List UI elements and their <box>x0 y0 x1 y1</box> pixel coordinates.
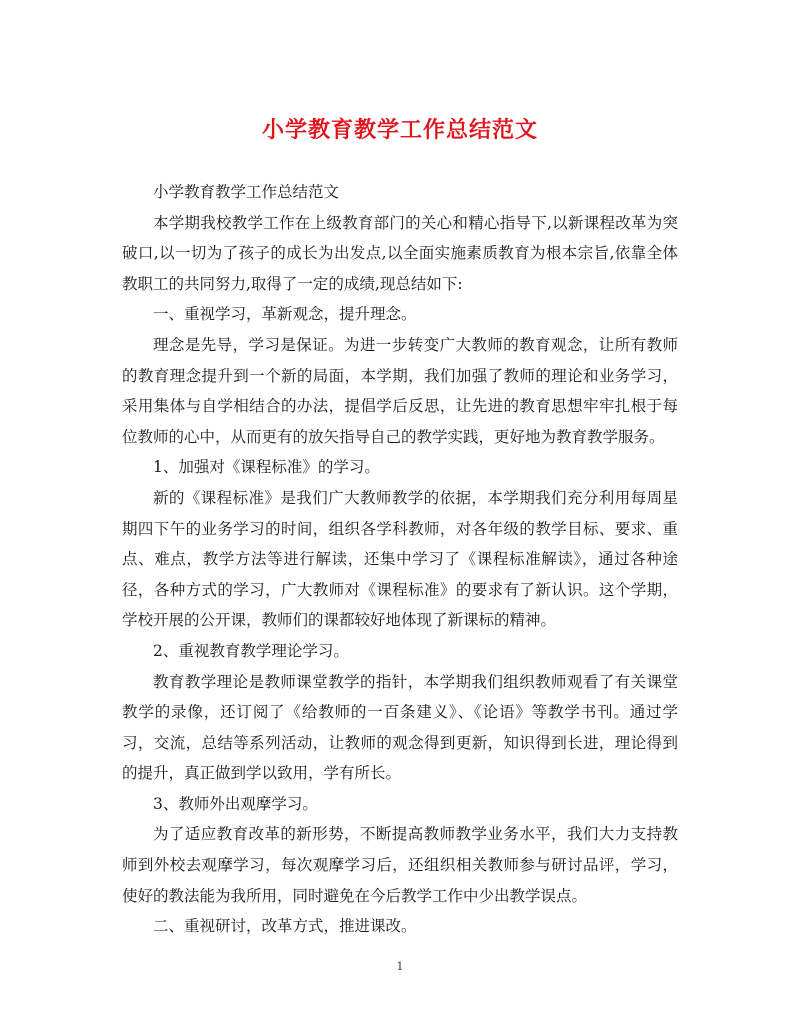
paragraph-observation: 为了适应教育改革的新形势，不断提高教师教学业务水平，我们大力支持教师到外校去观摩学习，每次观摩学习后，还组织相关教师参与研讨品评，学习，使好的教法能为我所用，同时避免在今后教学工作中少出教学误点。 <box>122 825 678 905</box>
paragraph-concept: 理念是先导，学习是保证。为进一步转变广大教师的教育观念，让所有教师的教育理念提升到一个新的局面，本学期，我们加强了教师的理论和业务学习，采用集体与自学相结合的办法，提倡学后反思，让先进的教育思想牢牢扎根于每位教师的心中，从而更有的放矢指导自己的教学实践，更好地为教育教学服务。 <box>122 335 678 446</box>
paragraph-subtitle: 小学教育教学工作总结范文 <box>153 183 340 201</box>
paragraph-intro: 本学期我校教学工作在上级教育部门的关心和精心指导下,以新课程改革为突破口,以一切为了孩子的成长为出发点,以全面实施素质教育为根本宗旨,依靠全体教职工的共同努力,取得了一定的成绩,现总结如下: <box>122 213 678 293</box>
section-heading-1: 一、重视学习，革新观念，提升理念。 <box>153 305 417 324</box>
paragraph-theory: 教育教学理论是教师课堂教学的指针，本学期我们组织教师观看了有关课堂教学的录像，还订阅了《给教师的一百条建义》、《论语》等教学书刊。通过学习，交流，总结等系列活动，让教师的观念得到更新，知识得到长进，理论得到的提升，真正做到学以致用，学有所长。 <box>122 672 678 783</box>
document-body <box>122 177 678 942</box>
page-number: 1 <box>396 960 404 973</box>
paragraph-curriculum-standard: 新的《课程标准》是我们广大教师教学的依据，本学期我们充分利用每周星期四下午的业务学习的时间，组织各学科教师，对各年级的教学目标、要求、重点、难点，教学方法等进行解读，还集中学习了《课程标准解读》，通过各种途径，各种方式的学习，广大教师对《课程标准》的要求有了新认识。这个学期，学校开展的公开课，教师们的课都较好地体现了新课标的精神。 <box>122 488 678 630</box>
subsection-heading-3: 3、教师外出观摩学习。 <box>153 794 318 813</box>
section-heading-2: 二、重视研讨，改革方式，推进课改。 <box>153 917 417 936</box>
document-title: 小学教育教学工作总结范文 <box>261 117 538 143</box>
subsection-heading-2: 2、重视教育教学理论学习。 <box>153 641 349 660</box>
subsection-heading-1: 1、加强对《课程标准》的学习。 <box>153 458 380 477</box>
